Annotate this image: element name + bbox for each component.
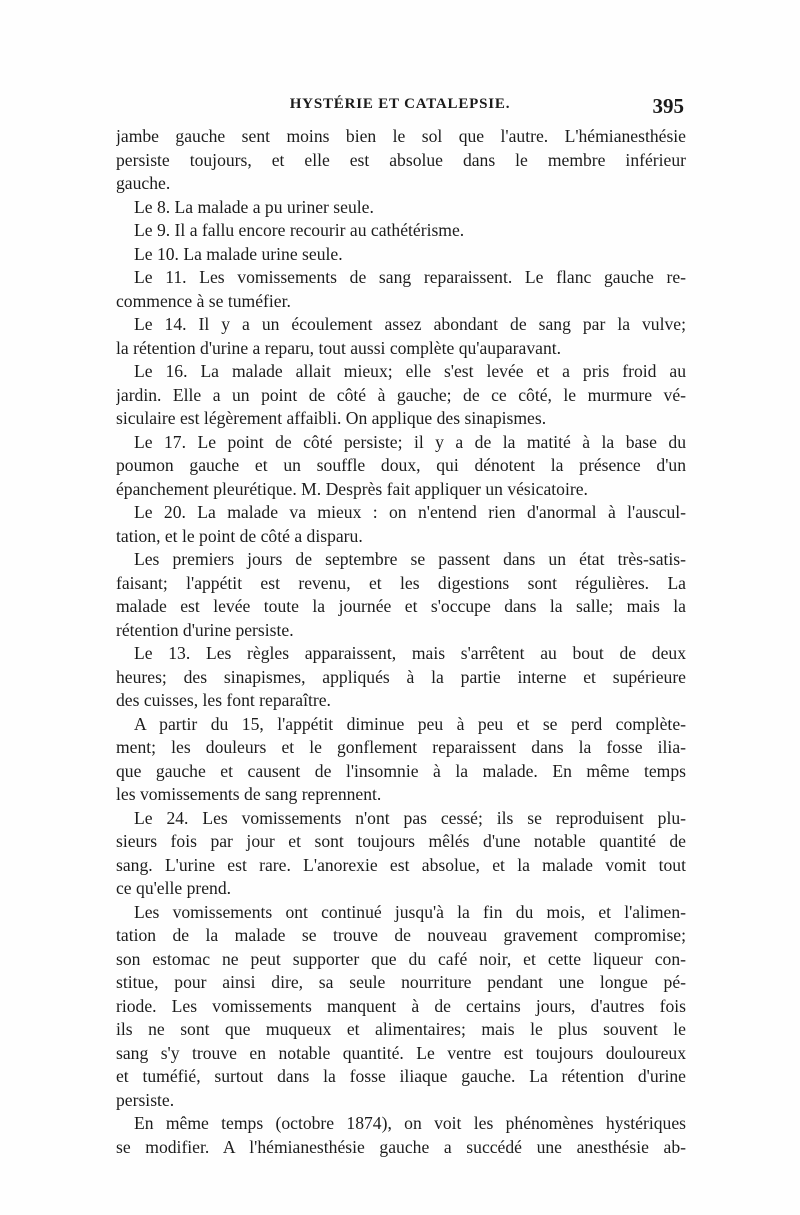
text-line: commence à se tuméfier. xyxy=(116,290,291,311)
text-line: Le 17. Le point de côté persiste; il y a de la matité à la base du xyxy=(134,431,686,452)
text-line: des cuisses, les font reparaître. xyxy=(116,690,331,710)
text-line: épanchement pleurétique. M. Desprès fait appliquer un vésicatoire. xyxy=(116,478,588,499)
text-line: ment; les douleurs et le gonflement reparaissent dans la fosse ilia- xyxy=(116,737,686,757)
text-line: jambe gauche sent moins bien le sol que l'autre. L'hémianesthésie xyxy=(116,126,686,146)
text-line: Le 10. La malade urine seule. xyxy=(134,243,343,264)
page-header xyxy=(116,96,684,128)
text-line: stitue, pour ainsi dire, sa seule nourriture pendant une longue pé- xyxy=(116,972,686,992)
text-line: la rétention d'urine a reparu, tout aussi complète qu'auparavant. xyxy=(116,337,562,358)
text-line: son estomac ne peut supporter que du café noir, et cette liqueur con- xyxy=(116,948,686,969)
text-line: sieurs fois par jour et sont toujours mêlés d'une notable quantité de xyxy=(116,831,686,851)
text-line: Le 13. Les règles apparaissent, mais s'arrêtent au bout de deux xyxy=(134,643,686,663)
text-line: Le 8. La malade a pu uriner seule. xyxy=(134,196,374,217)
text-line: malade est levée toute la journée et s'occupe dans la salle; mais la xyxy=(116,596,686,616)
body-text xyxy=(116,125,686,1159)
text-line: sang s'y trouve en notable quantité. Le ventre est toujours douloureux xyxy=(116,1042,686,1063)
text-line: tation de la malade se trouve de nouveau gravement compromise; xyxy=(116,925,686,945)
text-line: les vomissements de sang reprennent. xyxy=(116,784,382,804)
text-line: Le 9. Il a fallu encore recourir au cathétérisme. xyxy=(134,220,465,240)
page-number: 395 xyxy=(652,94,684,118)
text-line: Le 20. La malade va mieux : on n'entend rien d'anormal à l'auscul- xyxy=(134,502,686,522)
text-line: siculaire est légèrement affaibli. On applique des sinapismes. xyxy=(116,408,547,428)
text-line: Les premiers jours de septembre se passent dans un état très-satis- xyxy=(134,549,686,569)
text-line: Le 16. La malade allait mieux; elle s'est levée et a pris froid au xyxy=(134,361,686,381)
text-line: persiste. xyxy=(116,1089,175,1110)
text-line: heures; des sinapismes, appliqués à la partie interne et supérieure xyxy=(116,666,686,687)
text-line: que gauche et causent de l'insomnie à la malade. En même temps xyxy=(116,760,686,781)
text-line: faisant; l'appétit est revenu, et les digestions sont régulières. La xyxy=(116,572,686,593)
text-line: ce qu'elle prend. xyxy=(116,878,232,898)
text-line: sang. L'urine est rare. L'anorexie est absolue, et la malade vomit tout xyxy=(116,854,686,875)
text-line: et tuméfié, surtout dans la fosse iliaque gauche. La rétention d'urine xyxy=(116,1066,686,1086)
text-line: A partir du 15, l'appétit diminue peu à peu et se perd complète- xyxy=(134,713,686,734)
text-line: riode. Les vomissements manquent à de certains jours, d'autres fois xyxy=(116,995,686,1016)
text-line: ils ne sont que muqueux et alimentaires; mais le plus souvent le xyxy=(116,1019,686,1039)
text-line: se modifier. A l'hémianesthésie gauche a succédé une anesthésie ab- xyxy=(116,1136,686,1157)
text-line: tation, et le point de côté a disparu. xyxy=(116,525,363,546)
text-line: persiste toujours, et elle est absolue dans le membre inférieur xyxy=(116,149,686,170)
text-line: Le 11. Les vomissements de sang reparaissent. Le flanc gauche re- xyxy=(134,267,686,287)
text-line: poumon gauche et un souffle doux, qui dénotent la présence d'un xyxy=(116,455,686,475)
text-line: Les vomissements ont continué jusqu'à la fin du mois, et l'alimen- xyxy=(134,901,686,922)
text-line: jardin. Elle a un point de côté à gauche; de ce côté, le murmure vé- xyxy=(116,384,686,405)
text-line: Le 24. Les vomissements n'ont pas cessé; ils se reproduisent plu- xyxy=(134,807,686,828)
text-line: Le 14. Il y a un écoulement assez abondant de sang par la vulve; xyxy=(134,314,686,334)
text-line: gauche. xyxy=(116,173,171,193)
text-line: En même temps (octobre 1874), on voit les phénomènes hystériques xyxy=(134,1113,686,1133)
running-title: HYSTÉRIE ET CATALEPSIE. xyxy=(289,96,511,112)
text-line: rétention d'urine persiste. xyxy=(116,619,294,640)
